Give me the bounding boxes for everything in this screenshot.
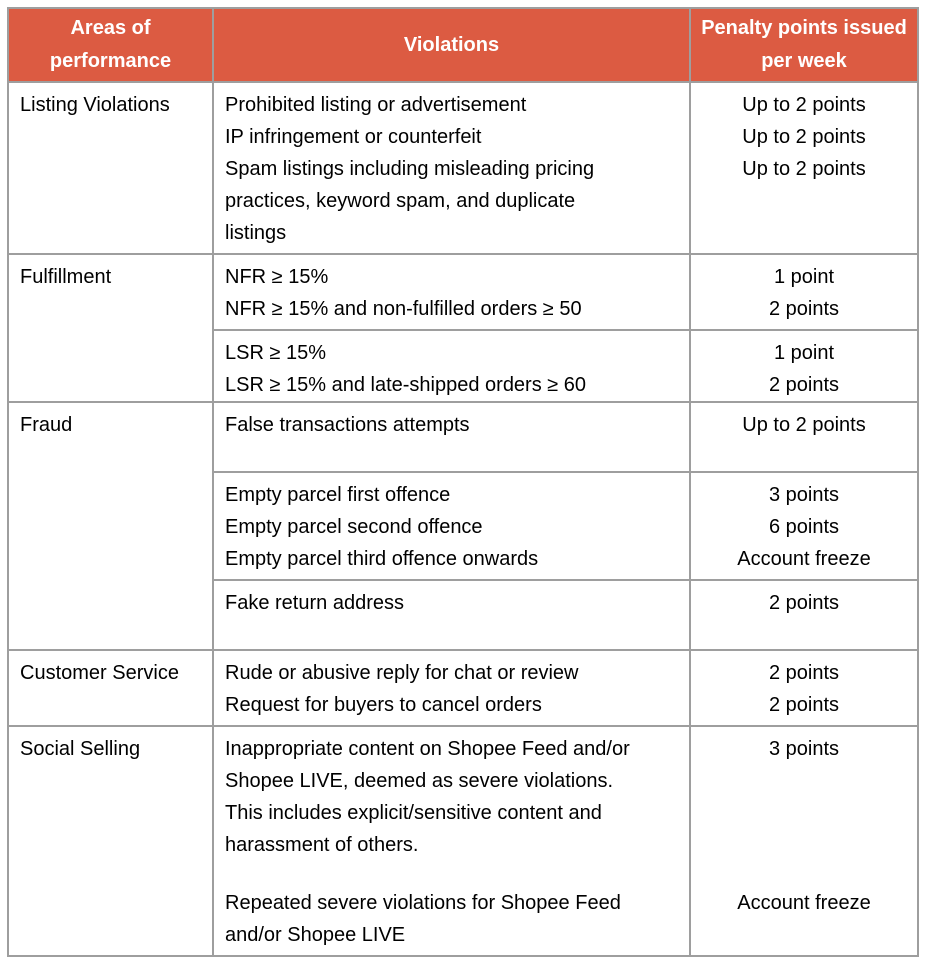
header-cell-areas-of-performance: Areas of performance xyxy=(9,9,214,81)
section-fulfillment xyxy=(9,253,917,401)
penalty-text: 2 points xyxy=(689,651,917,689)
violation-row xyxy=(214,651,917,689)
violation-row xyxy=(214,83,917,121)
section-body xyxy=(214,403,917,649)
subrow-nfr xyxy=(214,255,917,329)
violation-row xyxy=(214,887,917,955)
violation-text: Spam listings including misleading pricing practices, keyword spam, and duplicate listings xyxy=(225,158,595,244)
section-body xyxy=(214,727,917,955)
section-body xyxy=(214,255,917,401)
violation-row xyxy=(214,403,917,471)
penalty-text: 2 points xyxy=(689,293,917,329)
subrow-fake-return-address xyxy=(214,579,917,649)
penalty-text: Account freeze xyxy=(689,887,917,955)
violation-row xyxy=(214,293,917,329)
penalty-text: Up to 2 points xyxy=(689,83,917,121)
penalty-text: 2 points xyxy=(689,689,917,725)
area-cell: Fulfillment xyxy=(9,255,214,401)
subrow xyxy=(214,727,917,955)
violation-row xyxy=(214,511,917,543)
area-cell: Customer Service xyxy=(9,651,214,725)
violation-row xyxy=(214,473,917,511)
violation-row xyxy=(214,153,917,253)
violation-row xyxy=(214,255,917,293)
subrow-empty-parcel xyxy=(214,471,917,579)
penalty-text: 6 points xyxy=(689,511,917,543)
violation-text: IP infringement or counterfeit xyxy=(225,126,482,148)
subrow xyxy=(214,651,917,725)
violation-row xyxy=(214,369,917,401)
section-fraud xyxy=(9,401,917,649)
subrow xyxy=(214,83,917,253)
section-listing-violations xyxy=(9,81,917,253)
violation-row xyxy=(214,543,917,579)
violation-text: LSR ≥ 15% and late-shipped orders ≥ 60 xyxy=(225,374,587,396)
penalty-text: 3 points xyxy=(689,727,917,887)
violation-text: Empty parcel second offence xyxy=(225,516,483,538)
section-body xyxy=(214,83,917,253)
violation-row xyxy=(214,121,917,153)
penalty-text: 2 points xyxy=(689,581,917,649)
penalty-text: 1 point xyxy=(689,255,917,293)
violation-row xyxy=(214,689,917,725)
penalty-text: Up to 2 points xyxy=(689,121,917,153)
violation-text: NFR ≥ 15% and non-fulfilled orders ≥ 50 xyxy=(225,298,582,320)
header-cell-violations: Violations xyxy=(403,33,500,56)
violation-row xyxy=(214,331,917,369)
header-cell-penalty-points: Penalty points issued per week xyxy=(689,9,917,81)
violation-text: Request for buyers to cancel orders xyxy=(225,694,542,716)
subrow-lsr xyxy=(214,329,917,401)
area-cell: Social Selling xyxy=(9,727,214,955)
table-header-row xyxy=(9,9,917,81)
penalty-text: Up to 2 points xyxy=(689,403,917,471)
violation-row xyxy=(214,727,917,887)
area-cell: Fraud xyxy=(9,403,214,649)
section-social-selling xyxy=(9,725,917,955)
subrow-false-transactions xyxy=(214,403,917,471)
violation-text: Rude or abusive reply for chat or review xyxy=(225,662,579,684)
penalty-text: Account freeze xyxy=(689,543,917,579)
violation-row xyxy=(214,581,917,649)
penalty-text: 3 points xyxy=(689,473,917,511)
section-body xyxy=(214,651,917,725)
penalty-text: 2 points xyxy=(689,369,917,401)
area-cell: Listing Violations xyxy=(9,83,214,253)
section-customer-service xyxy=(9,649,917,725)
violation-text: Fake return address xyxy=(225,592,404,614)
violation-text: Repeated severe violations for Shopee Feed and/or Shopee LIVE xyxy=(225,892,621,946)
violation-text: False transactions attempts xyxy=(225,414,470,436)
violation-text: LSR ≥ 15% xyxy=(225,342,327,364)
violation-text: Inappropriate content on Shopee Feed and/or Shopee LIVE, deemed as severe violations. This includes explicit/sensitive content and harassment of others. xyxy=(225,738,630,856)
violation-text: NFR ≥ 15% xyxy=(225,266,329,288)
violation-text: Empty parcel third offence onwards xyxy=(225,548,539,570)
penalty-text: Up to 2 points xyxy=(689,153,917,253)
violation-text: Empty parcel first offence xyxy=(225,484,451,506)
penalty-text: 1 point xyxy=(689,331,917,369)
penalty-points-table xyxy=(7,7,919,957)
violation-text: Prohibited listing or advertisement xyxy=(225,94,527,116)
